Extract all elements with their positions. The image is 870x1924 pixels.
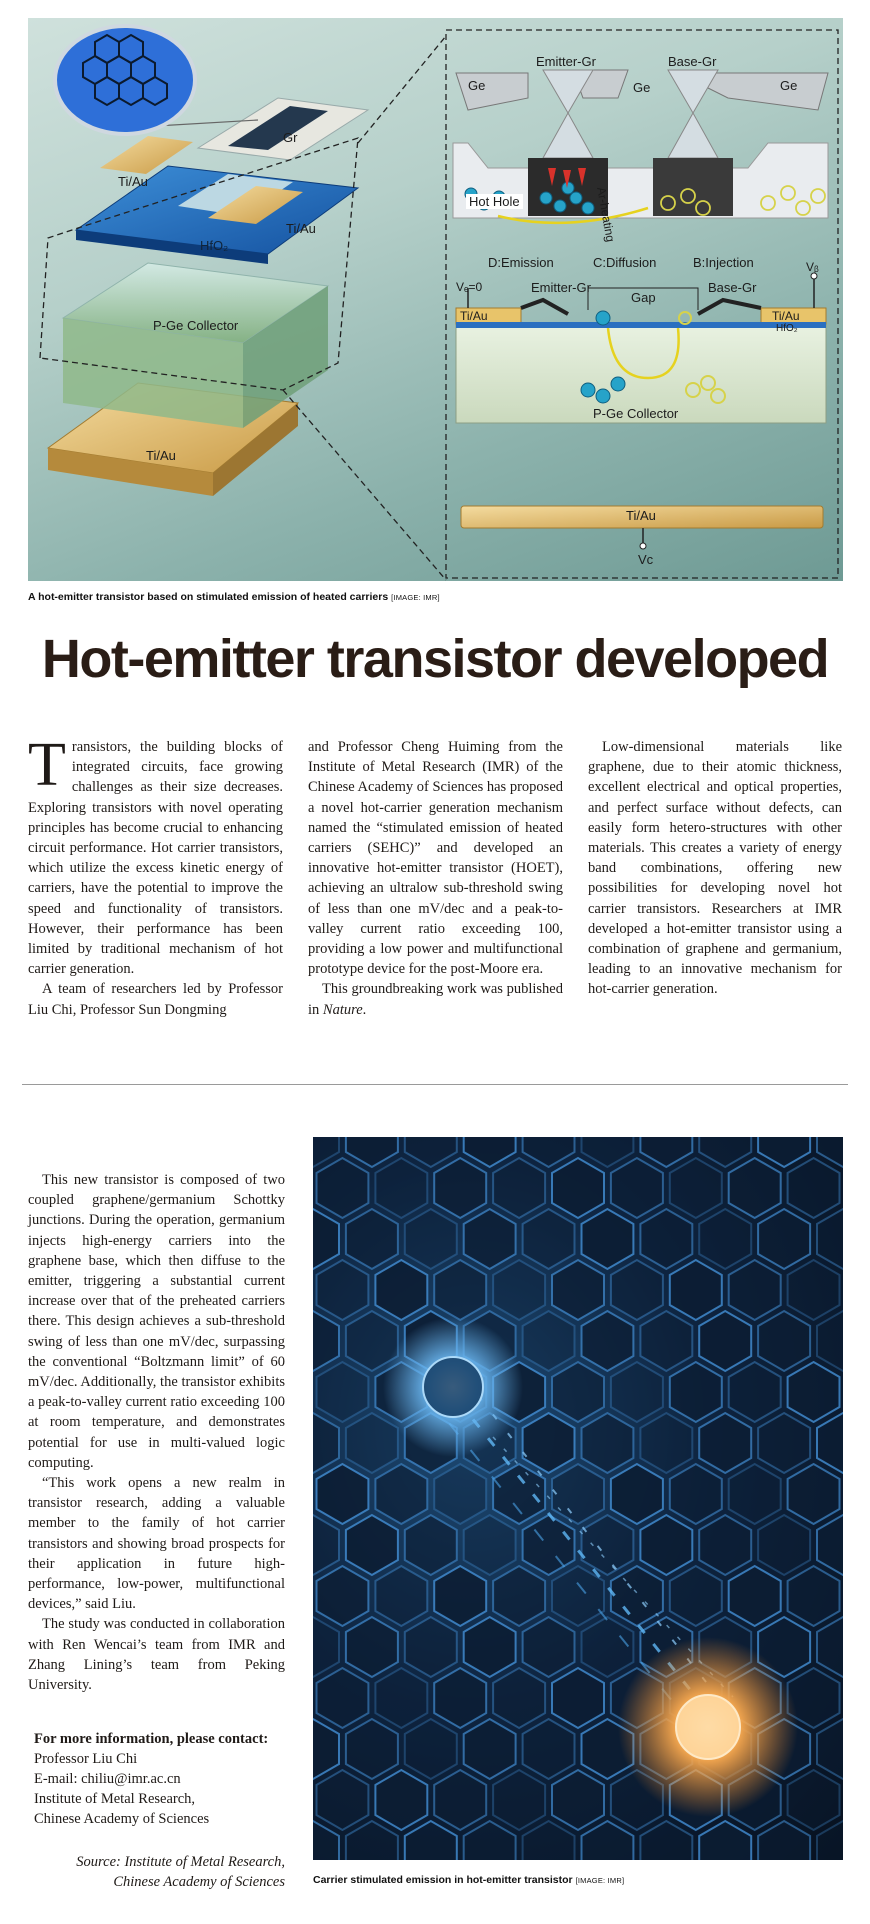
label-ve: Vₑ=0 (456, 280, 483, 294)
contact-heading: For more information, please contact: (34, 1731, 269, 1747)
hexagon-cell (640, 1137, 692, 1167)
label-emitter-gr-top: Emitter-Gr (536, 54, 596, 69)
contact-block (34, 1729, 294, 1829)
label-tiau-cs-left: Ti/Au (460, 309, 488, 323)
hexagon-cell (699, 1821, 751, 1860)
hexagon-cell (758, 1209, 810, 1269)
hexagon-cell (611, 1566, 663, 1626)
hexagon-cell (405, 1719, 457, 1779)
hexagon-cell (493, 1158, 545, 1218)
hexagon-cell (375, 1770, 427, 1830)
paragraph: This new transistor is composed of two coupled graphene/germanium Schottky junctions. During the operation, germanium injects high-energy carriers into the graphene base, which then diffuse to the emitter, triggering a substantial current increase over that of the preheated carriers there. This design achieves a sub-threshold swing of less than one mV/dec, surpassing the conventional “Boltzmann limit” of 60 mV/dec. Additionally, the transistor exhibits a peak-to-valley current ratio exceeding 100 at room temperature, and demonstrates potential for use in multi-valued logic computing. (28, 1172, 285, 1471)
hexagon-cell (611, 1260, 663, 1320)
label-collector: P-Ge Collector (153, 318, 239, 333)
article-column-lower (28, 1170, 285, 1695)
hexagon-cell (640, 1413, 692, 1473)
label-vc: Vc (638, 552, 654, 567)
label-vb: Vᵦ (806, 260, 819, 274)
hexagon-cell (788, 1464, 840, 1524)
hexagon-cell (317, 1770, 369, 1830)
hexagon-cell (317, 1260, 369, 1320)
label-hfo2-cs: HfO₂ (776, 323, 798, 334)
hexagon-cell (758, 1821, 810, 1860)
hexagon-cell (464, 1821, 516, 1860)
hexagon-cell (523, 1209, 575, 1269)
label-tiau-cs-right: Ti/Au (772, 309, 800, 323)
hexagon-cell (729, 1464, 781, 1524)
paragraph-text: ransistors, the building blocks of integrated circuits, face growing challenges as their size decreases. Exploring transistors with novel operating principles has become crucial to enhancing circuit performance. Hot carrier transistors, which utilize the excess kinetic energy of carriers, have the potential to improve the speed and functionality of transistors. However, their performance has been limited by traditional mechanism of hot carrier generation. (28, 739, 283, 978)
label-hot-hole: Hot Hole (466, 194, 523, 209)
hexagon-cell (405, 1209, 457, 1269)
image-credit: [IMAGE: IMR] (391, 593, 440, 602)
hexagon-cell (523, 1413, 575, 1473)
hexagon-cell (552, 1362, 604, 1422)
hexagon-cell (582, 1311, 634, 1371)
hexagon-cell (523, 1617, 575, 1677)
hexagon-cell (788, 1566, 840, 1626)
hexagon-cell (788, 1260, 840, 1320)
hexagon-cell (817, 1515, 843, 1575)
hexagon-cell (464, 1209, 516, 1269)
hexagon-cell (758, 1413, 810, 1473)
hexagon-cell (729, 1566, 781, 1626)
hexagon-cell (405, 1821, 457, 1860)
article-column-2 (308, 737, 563, 1020)
hexagon-cell (523, 1515, 575, 1575)
journal-name: Nature (322, 1001, 363, 1018)
hexagon-cell (375, 1158, 427, 1218)
hexagon-illustration (313, 1137, 843, 1860)
hexagon-cell (346, 1209, 398, 1269)
contact-email: E-mail: chiliu@imr.ac.cn (34, 1771, 181, 1787)
hexagon-cell (375, 1464, 427, 1524)
hexagon-cell (405, 1617, 457, 1677)
hexagon-cell (729, 1260, 781, 1320)
hexagon-cell (313, 1515, 339, 1575)
hexagon-cell (670, 1464, 722, 1524)
source-line-2: Chinese Academy of Sciences (113, 1874, 285, 1890)
label-tiau-left: Ti/Au (118, 174, 148, 189)
hexagon-cell (375, 1668, 427, 1728)
device-drawing (28, 18, 843, 581)
orange-carrier-sphere (676, 1695, 740, 1759)
paragraph-text: . (362, 1001, 367, 1018)
hexagon-cell (817, 1719, 843, 1779)
hexagon-cell (346, 1719, 398, 1779)
hexagon-cell (464, 1617, 516, 1677)
section-divider (22, 1084, 848, 1085)
hexagon-cell (552, 1770, 604, 1830)
hexagon-cell (582, 1617, 634, 1677)
paragraph: and Professor Cheng Huiming from the Institute of Metal Research (IMR) of the Chinese Academy of Sciences has proposed a novel hot-carrier generation mechanism named the “stimulated emission of heated carriers (SEHC)” and developed an innovative hot-emitter transistor (HOET), achieving an ultralow sub-threshold swing of less than one mV/dec and a peak-to-valley current ratio exceeding 100, providing a low power and multifunctional prototype device for the post-Moore era. (308, 739, 563, 978)
hexagon-cell (313, 1209, 339, 1269)
hexagon-cell (582, 1515, 634, 1575)
hexagon-cell (817, 1617, 843, 1677)
hexagon-cell (670, 1158, 722, 1218)
hexagon-cell (493, 1260, 545, 1320)
hexagon-cell (523, 1821, 575, 1860)
hexagon-cell (493, 1668, 545, 1728)
hexagon-cell (434, 1158, 486, 1218)
hexagon-cell (582, 1413, 634, 1473)
hexagon-cell (464, 1515, 516, 1575)
label-tiau-bottom: Ti/Au (146, 448, 176, 463)
paragraph: Low-dimensional materials like graphene, due to their atomic thickness, excellent electrical and optical properties, and perfect surface without defects, can easily form hetero-structures with other materials. This creates a variety of energy band combinations, offering new possibilities for developing novel hot carrier transistors. Researchers at IMR developed a hot-emitter transistor using a combination of graphene and germanium, leading to an innovative mechanism for hot-carrier generation. (588, 739, 842, 998)
hexagon-cell (317, 1668, 369, 1728)
graphene-lattice-bubble (55, 26, 258, 134)
label-ge-right: Ge (780, 78, 798, 93)
hexagon-cell (817, 1209, 843, 1269)
hexagon-cell (434, 1464, 486, 1524)
label-tiau-cs-bottom: Ti/Au (626, 508, 656, 523)
label-d-emission: D:Emission (488, 255, 554, 270)
hexagon-cell (313, 1719, 339, 1779)
hexagon-cell (729, 1158, 781, 1218)
hexagon-cell (317, 1362, 369, 1422)
caption-text: A hot-emitter transistor based on stimulated emission of heated carriers (28, 591, 389, 603)
hexagon-cell (699, 1311, 751, 1371)
hexagon-drawing (313, 1137, 843, 1860)
contact-institute: Institute of Metal Research, (34, 1791, 196, 1807)
hexagon-cell (670, 1362, 722, 1422)
label-graphene: Gr (283, 130, 298, 145)
source-credit (28, 1852, 285, 1892)
hexagon-cell (405, 1515, 457, 1575)
hexagon-cell (493, 1770, 545, 1830)
hexagon-cell (699, 1413, 751, 1473)
label-c-diffusion: C:Diffusion (593, 255, 657, 270)
hexagon-cell (640, 1821, 692, 1860)
caption-text: Carrier stimulated emission in hot-emitter transistor (313, 1874, 573, 1886)
hexagon-cell (434, 1566, 486, 1626)
hexagon-cell (670, 1260, 722, 1320)
hexagon-cell (317, 1158, 369, 1218)
hexagon-cell (346, 1137, 398, 1167)
label-ge-center: Ge (633, 80, 651, 95)
paragraph (28, 731, 283, 979)
hexagon-cell (699, 1137, 751, 1167)
hexagon-cell (375, 1260, 427, 1320)
hexagon-cell (405, 1137, 457, 1167)
hexagon-cell (434, 1770, 486, 1830)
hexagon-cell (434, 1260, 486, 1320)
hexagon-cell (552, 1260, 604, 1320)
hexagon-cell (317, 1566, 369, 1626)
hexagon-cell (817, 1413, 843, 1473)
page-title: Hot-emitter transistor developed (41, 629, 829, 689)
paragraph: A team of researchers led by Professor Liu Chi, Professor Sun Dongming (28, 981, 283, 1018)
label-hfo2: HfO₂ (200, 238, 229, 253)
hexagon-cell (552, 1464, 604, 1524)
hexagon-cell (552, 1668, 604, 1728)
blue-carrier-sphere (423, 1357, 483, 1417)
source-line-1: Source: Institute of Metal Research, (76, 1854, 285, 1870)
paragraph: The study was conducted in collaboration with Ren Wencai’s team from IMR and Zhang Lining’s team from Peking University. (28, 1616, 285, 1694)
hexagon-cell (493, 1566, 545, 1626)
paragraph-text: This groundbreaking work was published in (308, 981, 563, 1018)
hexagon-cell (699, 1209, 751, 1269)
label-b-injection: B:Injection (693, 255, 754, 270)
hexagon-cell (758, 1137, 810, 1167)
label-emitter-gr: Emitter-Gr (531, 280, 591, 295)
hexagon-cell (523, 1137, 575, 1167)
hexagon-cell (611, 1464, 663, 1524)
hexagon-cell (346, 1617, 398, 1677)
article-column-1 (28, 731, 283, 1020)
hexagon-cell (313, 1413, 339, 1473)
drop-cap: T (28, 731, 66, 799)
hexagon-cell (464, 1719, 516, 1779)
hexagon-cell (788, 1770, 840, 1830)
hexagon-cell (493, 1464, 545, 1524)
hexagon-cell (640, 1209, 692, 1269)
hexagon-cell (817, 1311, 843, 1371)
hexagon-cell (758, 1515, 810, 1575)
hexagon-cell (582, 1821, 634, 1860)
figure-caption-bottom (313, 1874, 624, 1886)
hexagon-cell (346, 1821, 398, 1860)
contact-academy: Chinese Academy of Sciences (34, 1811, 210, 1827)
hexagon-cell (788, 1158, 840, 1218)
paragraph (308, 979, 563, 1019)
hexagon-cell (317, 1464, 369, 1524)
label-collector-cs: P-Ge Collector (593, 406, 679, 421)
hexagon-cell (640, 1515, 692, 1575)
figure-caption-top (28, 591, 440, 603)
hexagon-cell (346, 1515, 398, 1575)
hexagon-cell (640, 1311, 692, 1371)
hexagon-cell (523, 1719, 575, 1779)
hexagon-cell (699, 1515, 751, 1575)
device-illustration (28, 18, 843, 581)
article-column-3 (588, 737, 842, 1000)
label-gap: Gap (631, 290, 656, 305)
hexagon-cell (552, 1158, 604, 1218)
hexagon-cell (582, 1137, 634, 1167)
label-base-gr: Base-Gr (708, 280, 757, 295)
hexagon-cell (375, 1566, 427, 1626)
label-base-gr-top: Base-Gr (668, 54, 717, 69)
hexagon-cell (464, 1137, 516, 1167)
hexagon-cell (670, 1566, 722, 1626)
hexagon-cell (313, 1311, 339, 1371)
hexagon-cell (729, 1362, 781, 1422)
label-tiau-right: Ti/Au (286, 221, 316, 236)
hexagon-cell (313, 1617, 339, 1677)
hexagon-cell (758, 1311, 810, 1371)
hexagon-cell (788, 1362, 840, 1422)
label-ge-left: Ge (468, 78, 486, 93)
contact-name: Professor Liu Chi (34, 1751, 138, 1767)
hexagon-cell (611, 1158, 663, 1218)
hexagon-cell (346, 1413, 398, 1473)
hexagon-cell (582, 1209, 634, 1269)
paragraph: “This work opens a new realm in transistor research, adding a valuable member to the family of hot carrier transistors and showing broad prospects for their application in future high-performance, low-power, multifunctional devices,” said Liu. (28, 1475, 285, 1613)
label-ar-heating: Ar-heating (594, 186, 618, 243)
image-credit: [IMAGE: IMR] (575, 1876, 625, 1885)
hexagon-cell (434, 1668, 486, 1728)
hexagon-cell (611, 1362, 663, 1422)
hexagon-cell (523, 1311, 575, 1371)
